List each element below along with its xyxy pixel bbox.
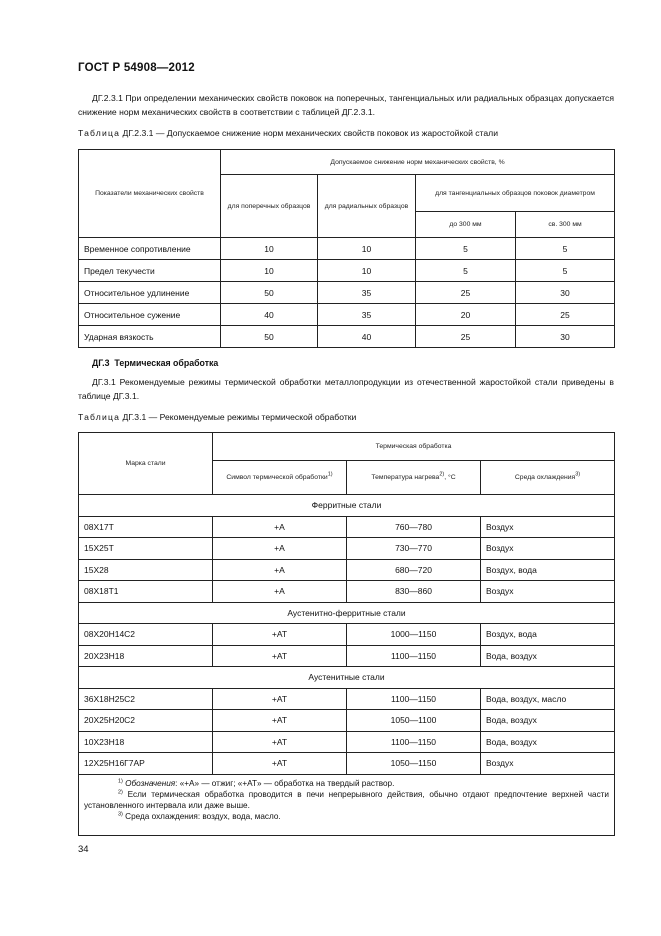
treatment-symbol: +A: [213, 516, 347, 538]
table-row: [79, 624, 615, 646]
group-title-austenitic-ferritic: Аустенитно-ферритные стали: [79, 602, 615, 624]
cooling-medium: Воздух: [481, 581, 615, 603]
value-transverse: 40: [221, 304, 318, 326]
cooling-medium: Воздух, вода: [481, 624, 615, 646]
table1-head-property: Показатели механических свойств: [79, 150, 221, 238]
heating-temperature: 760—780: [347, 516, 481, 538]
table-row: [79, 710, 615, 732]
value-transverse: 50: [221, 326, 318, 348]
table-row: [79, 260, 615, 282]
value-to300: 5: [416, 238, 516, 260]
table2-footnotes: [79, 774, 615, 835]
group-title-ferritic: Ферритные стали: [79, 495, 615, 517]
section-title: Термическая обработка: [114, 358, 219, 368]
value-radial: 35: [318, 282, 416, 304]
table1-head-over300: св. 300 мм: [516, 212, 615, 238]
property-name: Предел текучести: [79, 260, 221, 282]
footnote-3: $^{3)}$ Среда охлаждения: воздух, вода, масло.: [118, 811, 281, 822]
value-over300: 25: [516, 304, 615, 326]
table-row: [79, 516, 615, 538]
steel-grade: 12Х25Н16Г7АР: [79, 753, 213, 775]
table1-head-tangential: для тангенциальных образцов поковок диаметром: [416, 175, 615, 212]
table2-caption-text: ДГ.3.1 — Рекомендуемые режимы термической обработки: [122, 412, 357, 422]
value-transverse: 10: [221, 238, 318, 260]
heating-temperature: 1100—1150: [347, 688, 481, 710]
table-row: [79, 326, 615, 348]
table-row: [79, 238, 615, 260]
treatment-symbol: +AT: [213, 624, 347, 646]
footnote-2: $^{2)}$ Если термическая обработка проводится в печи непрерывного действия, обычно отдают предпочтение верхней части установленного интервала или даже выше.: [84, 789, 610, 811]
value-radial: 35: [318, 304, 416, 326]
value-to300: 5: [416, 260, 516, 282]
table1-caption: [78, 128, 498, 138]
cooling-medium: Вода, воздух: [481, 731, 615, 753]
table-row: [79, 645, 615, 667]
treatment-symbol: +AT: [213, 710, 347, 732]
heating-temperature: 1100—1150: [347, 645, 481, 667]
value-transverse: 50: [221, 282, 318, 304]
table1-caption-label: Таблица: [78, 128, 121, 138]
steel-grade: 20Х25Н20С2: [79, 710, 213, 732]
property-name: Относительное сужение: [79, 304, 221, 326]
table2-caption: [78, 412, 356, 422]
value-over300: 30: [516, 282, 615, 304]
value-radial: 10: [318, 238, 416, 260]
treatment-symbol: +A: [213, 538, 347, 560]
treatment-symbol: +A: [213, 581, 347, 603]
value-to300: 25: [416, 282, 516, 304]
paragraph-dg-3-1: ДГ.3.1 Рекомендуемые режимы термической обработки металлопродукции из отечественной жаростойкой стали приведены в таблице ДГ.3.1.: [78, 377, 614, 401]
heating-temperature: 1100—1150: [347, 731, 481, 753]
treatment-symbol: +AT: [213, 731, 347, 753]
table1-head-to300: до 300 мм: [416, 212, 516, 238]
steel-grade: 15Х28: [79, 559, 213, 581]
heating-temperature: 1050—1100: [347, 710, 481, 732]
heating-temperature: 1050—1150: [347, 753, 481, 775]
cooling-medium: Воздух, вода: [481, 559, 615, 581]
cooling-medium: Воздух: [481, 516, 615, 538]
table2-head-grade: Марка стали: [79, 433, 213, 495]
table2-head-temperature: Температура нагрева$^{2)}$, °С: [347, 461, 481, 495]
group-title-austenitic: Аустенитные стали: [79, 667, 615, 689]
table-heat-treatment: [78, 432, 615, 836]
property-name: Ударная вязкость: [79, 326, 221, 348]
heating-temperature: 680—720: [347, 559, 481, 581]
steel-grade: 15Х25Т: [79, 538, 213, 560]
property-name: Временное сопротивление: [79, 238, 221, 260]
table-row: [79, 731, 615, 753]
heating-temperature: 1000—1150: [347, 624, 481, 646]
table2-head-medium: Среда охлаждения$^{3)}$: [481, 461, 615, 495]
table-row: [79, 304, 615, 326]
section-heading: [92, 358, 218, 368]
table-row: [79, 581, 615, 603]
steel-grade: 08Х20Н14С2: [79, 624, 213, 646]
footnote-1: $^{1)}$ Обозначения: «+A» — отжиг; «+AT» — обработка на твердый раствор.: [118, 777, 395, 788]
section-number: ДГ.3: [92, 358, 110, 368]
value-transverse: 10: [221, 260, 318, 282]
treatment-symbol: +AT: [213, 688, 347, 710]
value-to300: 25: [416, 326, 516, 348]
cooling-medium: Воздух: [481, 753, 615, 775]
treatment-symbol: +AT: [213, 753, 347, 775]
table2-head-symbol: Символ термической обработки$^{1)}$: [213, 461, 347, 495]
page-number: 34: [78, 844, 89, 855]
steel-grade: 20Х23Н18: [79, 645, 213, 667]
steel-grade: 36Х18Н25С2: [79, 688, 213, 710]
table-row: [79, 753, 615, 775]
table1-caption-text: ДГ.2.3.1 — Допускаемое снижение норм механических свойств поковок из жаростойкой стали: [122, 128, 498, 138]
value-over300: 30: [516, 326, 615, 348]
table2-head-treatment: Термическая обработка: [213, 433, 615, 461]
table-row: [79, 538, 615, 560]
cooling-medium: Воздух: [481, 538, 615, 560]
value-over300: 5: [516, 260, 615, 282]
property-name: Относительное удлинение: [79, 282, 221, 304]
table1-head-reduction: Допускаемое снижение норм механических свойств, %: [221, 150, 615, 175]
cooling-medium: Вода, воздух: [481, 645, 615, 667]
value-over300: 5: [516, 238, 615, 260]
heating-temperature: 730—770: [347, 538, 481, 560]
table-row: [79, 688, 615, 710]
cooling-medium: Вода, воздух, масло: [481, 688, 615, 710]
table1-head-radial: для радиальных образцов: [318, 175, 416, 238]
value-to300: 20: [416, 304, 516, 326]
steel-grade: 08Х17Т: [79, 516, 213, 538]
value-radial: 10: [318, 260, 416, 282]
document-header: ГОСТ Р 54908—2012: [78, 62, 195, 74]
table-row: [79, 282, 615, 304]
steel-grade: 08Х18Т1: [79, 581, 213, 603]
table-row: [79, 559, 615, 581]
table1-head-transverse: для поперечных образцов: [221, 175, 318, 238]
paragraph-dg-2-3-1: ДГ.2.3.1 При определении механических свойств поковок на поперечных, тангенциальных или радиальных образцах допускается снижение норм механических свойств в соответствии с таблицей ДГ.2.3.1.: [78, 93, 614, 117]
table2-caption-label: Таблица: [78, 412, 121, 422]
treatment-symbol: +AT: [213, 645, 347, 667]
table-reduction-norms: [78, 149, 615, 348]
value-radial: 40: [318, 326, 416, 348]
steel-grade: 10Х23Н18: [79, 731, 213, 753]
cooling-medium: Вода, воздух: [481, 710, 615, 732]
treatment-symbol: +A: [213, 559, 347, 581]
heating-temperature: 830—860: [347, 581, 481, 603]
